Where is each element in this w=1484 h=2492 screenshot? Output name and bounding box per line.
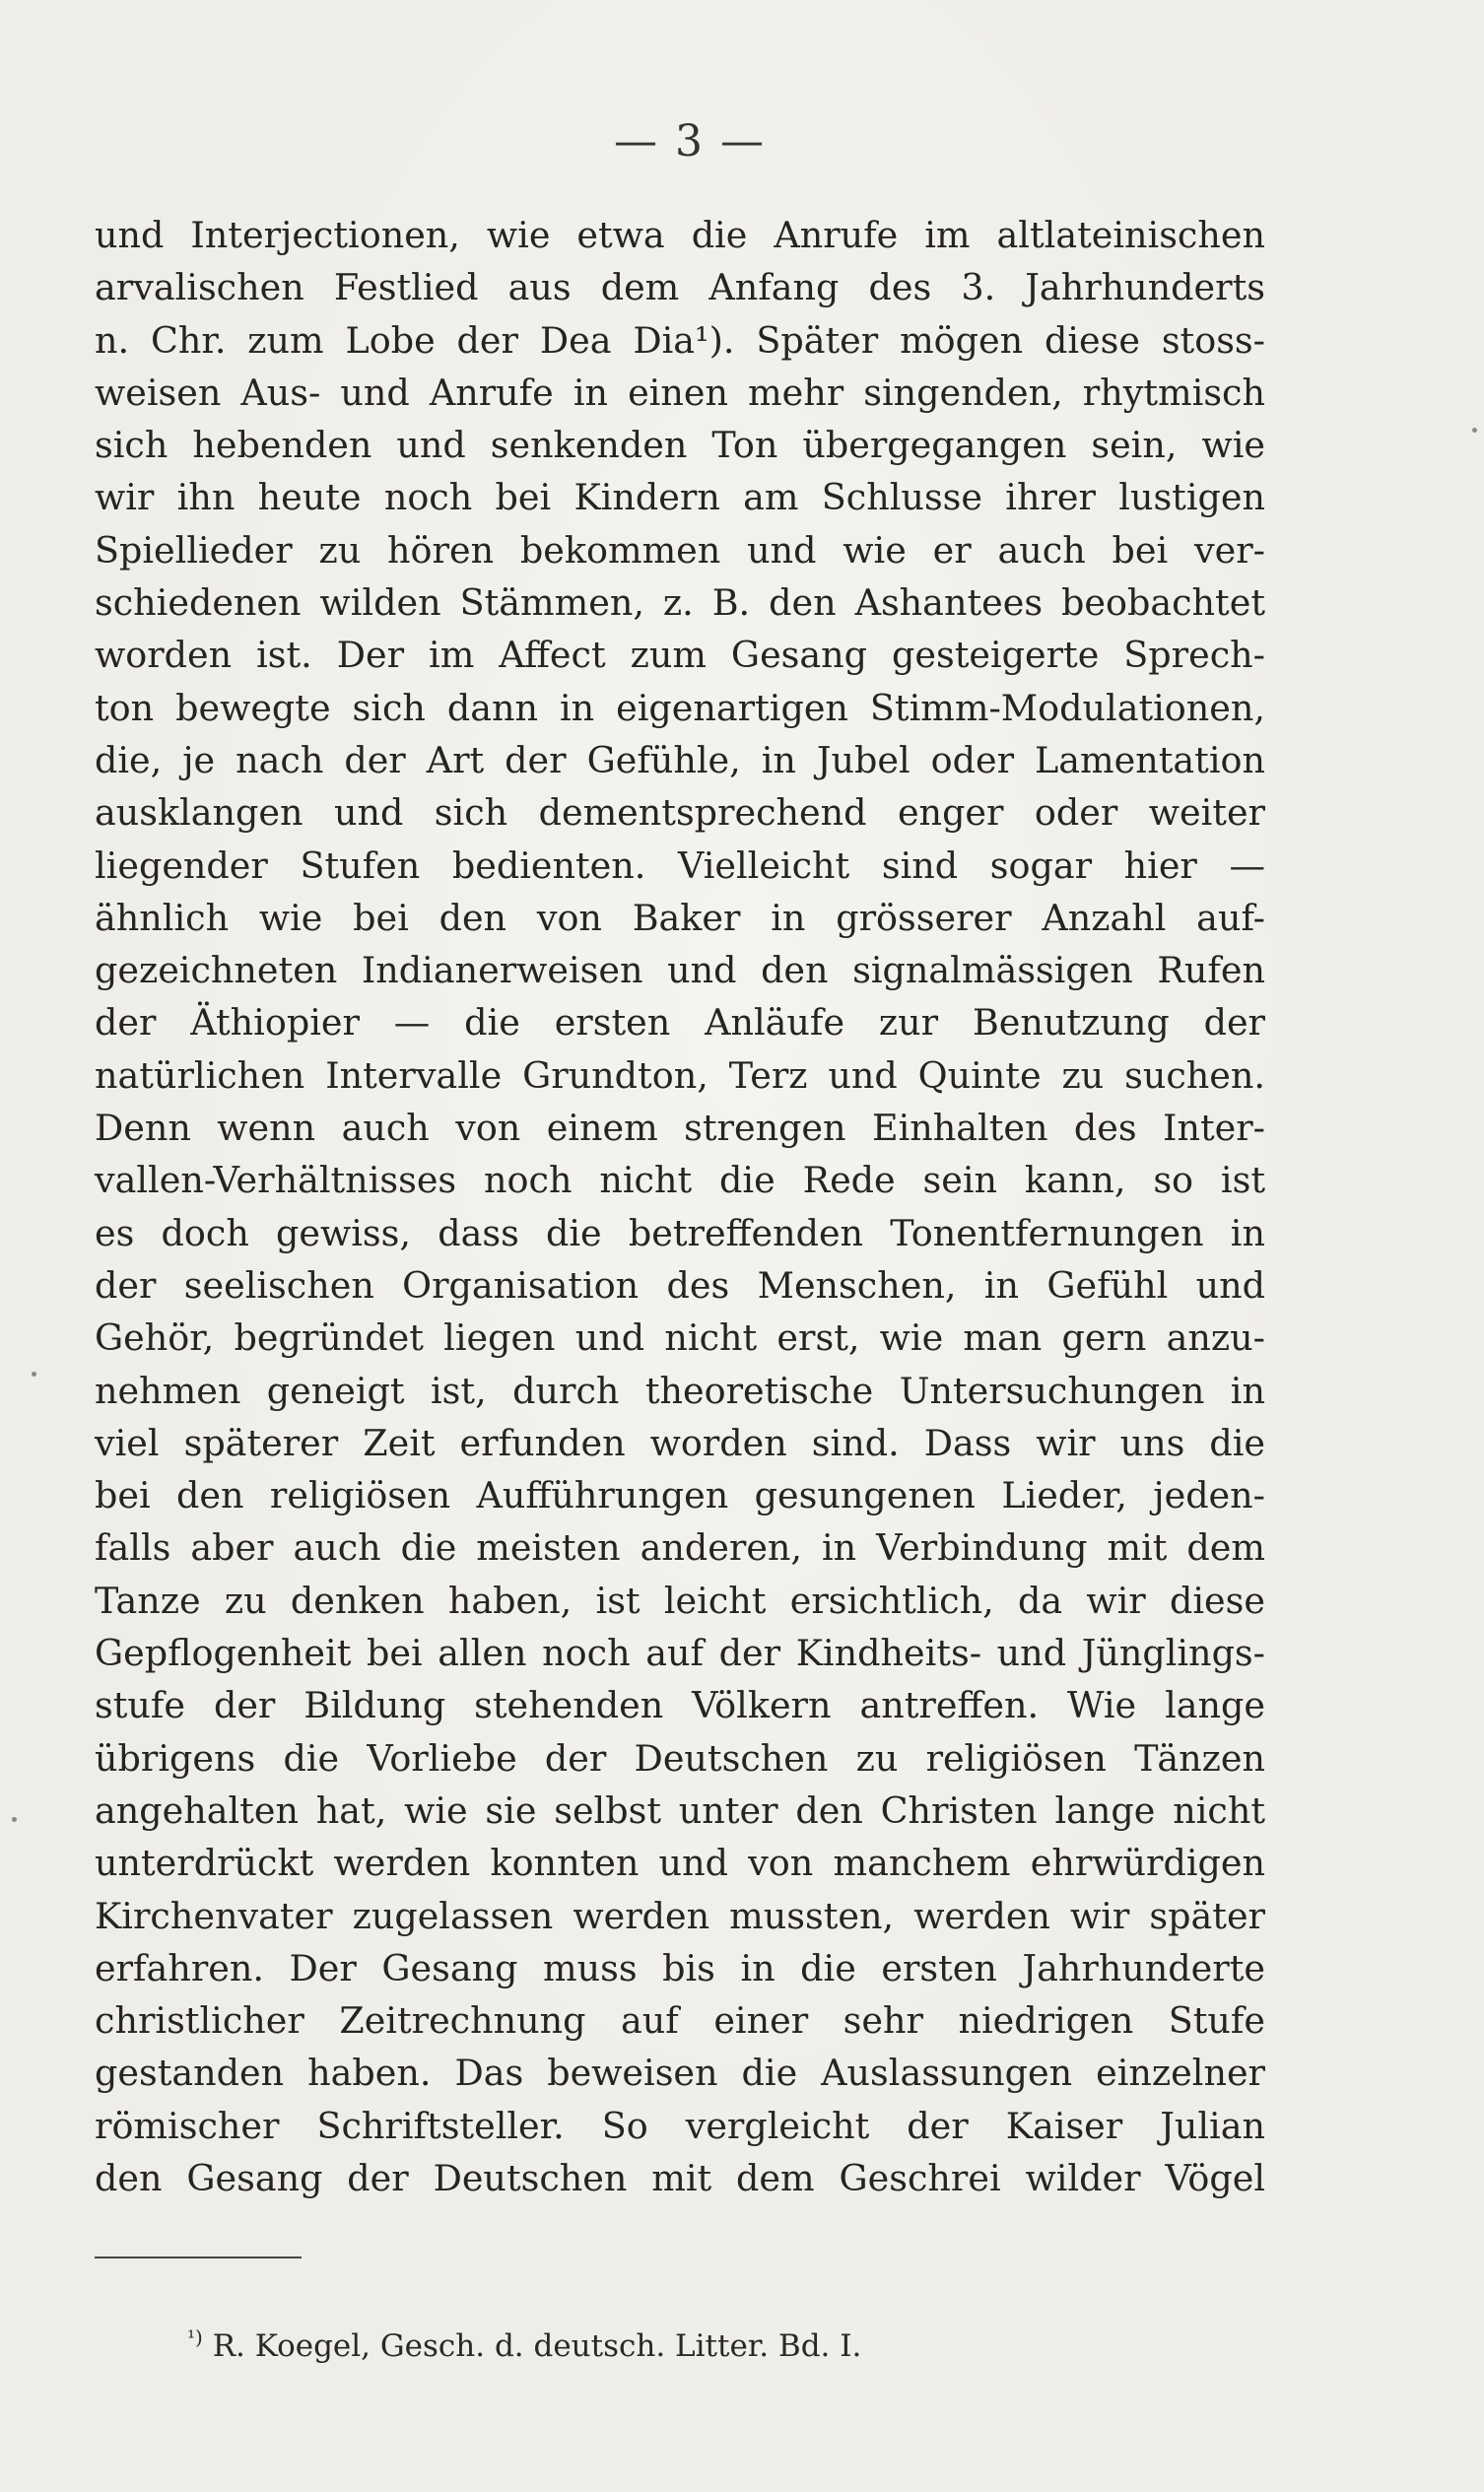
text-line: Tanze zu denken haben, ist leicht ersichtlich, da wir diese <box>95 1579 1265 1622</box>
paper-speck <box>32 1372 36 1377</box>
footnote-divider <box>95 2256 302 2258</box>
text-line: römischer Schriftsteller. So vergleicht der Kaiser Julian <box>95 2104 1265 2147</box>
text-line: stufe der Bildung stehenden Völkern antreffen. Wie lange <box>95 1684 1265 1727</box>
text-line: natürlichen Intervalle Grundton, Terz und Quinte zu suchen. <box>95 1053 1265 1097</box>
text-line: n. Chr. zum Lobe der Dea Dia¹). Später mögen diese stoss- <box>95 318 1265 362</box>
text-line: worden ist. Der im Affect zum Gesang gesteigerte Sprech- <box>95 634 1265 677</box>
footnote <box>187 2318 861 2366</box>
text-line: den Gesang der Deutschen mit dem Geschrei wilder Vögel <box>95 2156 1265 2199</box>
text-line: sich hebenden und senkenden Ton übergegangen sein, wie <box>95 424 1265 467</box>
text-line: der seelischen Organisation des Menschen, in Gefühl und <box>95 1263 1265 1307</box>
text-line: viel späterer Zeit erfunden worden sind. Dass wir uns die <box>95 1421 1265 1464</box>
text-line: unterdrückt werden konnten und von manchem ehrwürdigen <box>95 1842 1265 1885</box>
text-line: es doch gewiss, dass die betreffenden Tonentfernungen in <box>95 1211 1265 1254</box>
text-line: wir ihn heute noch bei Kindern am Schlusse ihrer lustigen <box>95 476 1265 519</box>
text-line: Gehör, begründet liegen und nicht erst, wie man gern anzu- <box>95 1316 1265 1360</box>
text-line: vallen-Verhältnisses noch nicht die Rede sein kann, so ist <box>95 1159 1265 1202</box>
text-line: der Äthiopier — die ersten Anläufe zur Benutzung der <box>95 1001 1265 1044</box>
text-line: liegender Stufen bedienten. Vielleicht sind sogar hier — <box>95 843 1265 887</box>
paper-speck <box>1472 428 1477 433</box>
footnote-marker: ¹) <box>187 2325 203 2349</box>
text-line: falls aber auch die meisten anderen, in Verbindung mit dem <box>95 1526 1265 1570</box>
footnote-text: R. Koegel, Gesch. d. deutsch. Litter. Bd. I. <box>212 2328 862 2364</box>
page-number: — 3 — <box>614 116 766 167</box>
text-line: christlicher Zeitrechnung auf einer sehr niedrigen Stufe <box>95 1999 1265 2043</box>
text-line: und Interjectionen, wie etwa die Anrufe im altlateinischen <box>95 214 1265 256</box>
text-line: ausklangen und sich dementsprechend enger oder weiter <box>95 791 1265 835</box>
text-line: angehalten hat, wie sie selbst unter den Christen lange nicht <box>95 1788 1265 1832</box>
text-line: Gepflogenheit bei allen noch auf der Kindheits- und Jünglings- <box>95 1632 1265 1675</box>
text-line: übrigens die Vorliebe der Deutschen zu religiösen Tänzen <box>95 1736 1265 1780</box>
text-line: ton bewegte sich dann in eigenartigen Stimm-Modulationen, <box>95 686 1265 729</box>
text-line: gestanden haben. Das beweisen die Auslassungen einzelner <box>95 2052 1265 2095</box>
text-line: gezeichneten Indianerweisen und den signalmässigen Rufen <box>95 949 1265 992</box>
text-line: arvalischen Festlied aus dem Anfang des 3. Jahrhunderts <box>95 266 1265 309</box>
body-text <box>95 209 1265 2204</box>
text-line: erfahren. Der Gesang muss bis in die ersten Jahrhunderte <box>95 1946 1265 1989</box>
paper-speck <box>12 1817 17 1822</box>
text-line: Spiellieder zu hören bekommen und wie er auch bei ver- <box>95 528 1265 572</box>
text-line: die, je nach der Art der Gefühle, in Jubel oder Lamentation <box>95 738 1265 781</box>
text-line: ähnlich wie bei den von Baker in grösserer Anzahl auf- <box>95 896 1265 939</box>
text-line: nehmen geneigt ist, durch theoretische Untersuchungen in <box>95 1369 1265 1412</box>
text-line: Denn wenn auch von einem strengen Einhalten des Inter- <box>95 1107 1265 1150</box>
text-line: Kirchenvater zugelassen werden mussten, werden wir später <box>95 1894 1265 1937</box>
text-line: schiedenen wilden Stämmen, z. B. den Ashantees beobachtet <box>95 581 1265 625</box>
text-line: bei den religiösen Aufführungen gesungenen Lieder, jeden- <box>95 1474 1265 1517</box>
text-line: weisen Aus- und Anrufe in einen mehr singenden, rhytmisch <box>95 370 1265 414</box>
